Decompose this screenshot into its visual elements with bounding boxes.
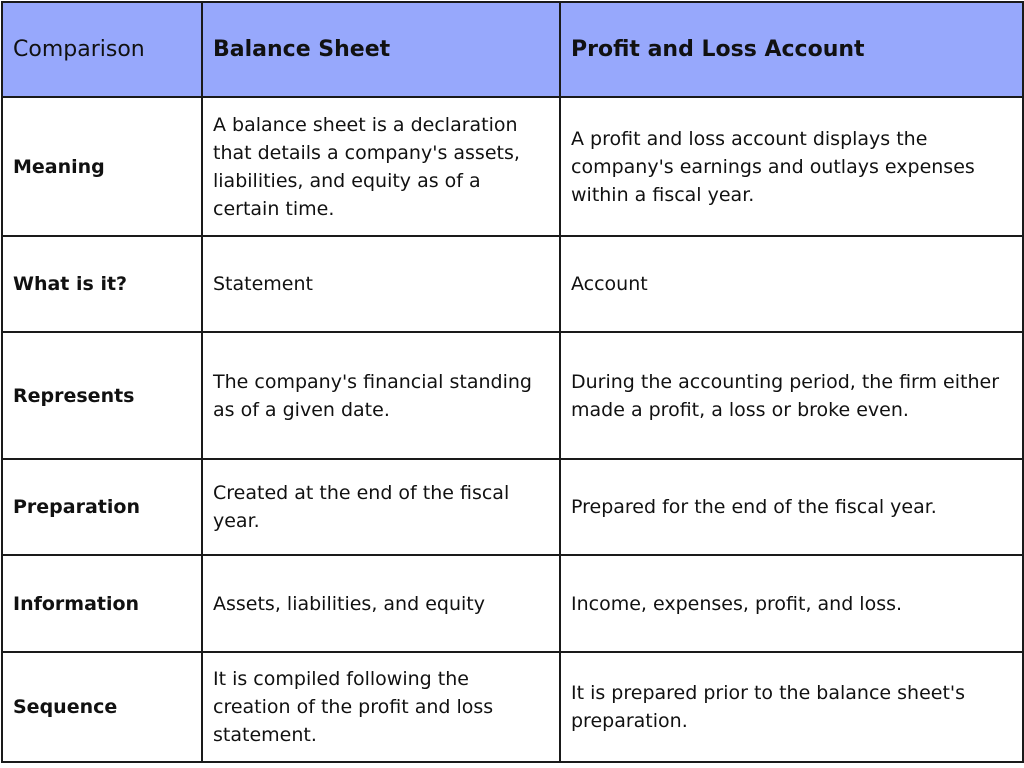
row-label: Preparation <box>2 459 202 555</box>
table-row <box>2 332 1023 459</box>
profit-loss-cell: Account <box>560 236 1023 332</box>
table-row <box>2 236 1023 332</box>
header-comparison: Comparison <box>2 2 202 97</box>
row-label: Information <box>2 555 202 652</box>
balance-sheet-cell: The company's financial standing as of a given date. <box>202 332 560 459</box>
balance-sheet-cell: A balance sheet is a declaration that details a company's assets, liabilities, and equity as of a certain time. <box>202 97 560 236</box>
profit-loss-cell: During the accounting period, the firm either made a profit, a loss or broke even. <box>560 332 1023 459</box>
table-row <box>2 555 1023 652</box>
profit-loss-cell: Income, expenses, profit, and loss. <box>560 555 1023 652</box>
table-row <box>2 652 1023 762</box>
balance-sheet-cell: It is compiled following the creation of the profit and loss statement. <box>202 652 560 762</box>
balance-sheet-cell: Statement <box>202 236 560 332</box>
header-balance-sheet: Balance Sheet <box>202 2 560 97</box>
table-row <box>2 459 1023 555</box>
profit-loss-cell: Prepared for the end of the fiscal year. <box>560 459 1023 555</box>
comparison-table <box>1 1 1024 763</box>
table-row <box>2 97 1023 236</box>
header-row <box>2 2 1023 97</box>
row-label: Sequence <box>2 652 202 762</box>
header-profit-loss: Profit and Loss Account <box>560 2 1023 97</box>
row-label: What is it? <box>2 236 202 332</box>
balance-sheet-cell: Assets, liabilities, and equity <box>202 555 560 652</box>
profit-loss-cell: It is prepared prior to the balance sheet's preparation. <box>560 652 1023 762</box>
profit-loss-cell: A profit and loss account displays the company's earnings and outlays expenses within a fiscal year. <box>560 97 1023 236</box>
balance-sheet-cell: Created at the end of the fiscal year. <box>202 459 560 555</box>
row-label: Represents <box>2 332 202 459</box>
row-label: Meaning <box>2 97 202 236</box>
